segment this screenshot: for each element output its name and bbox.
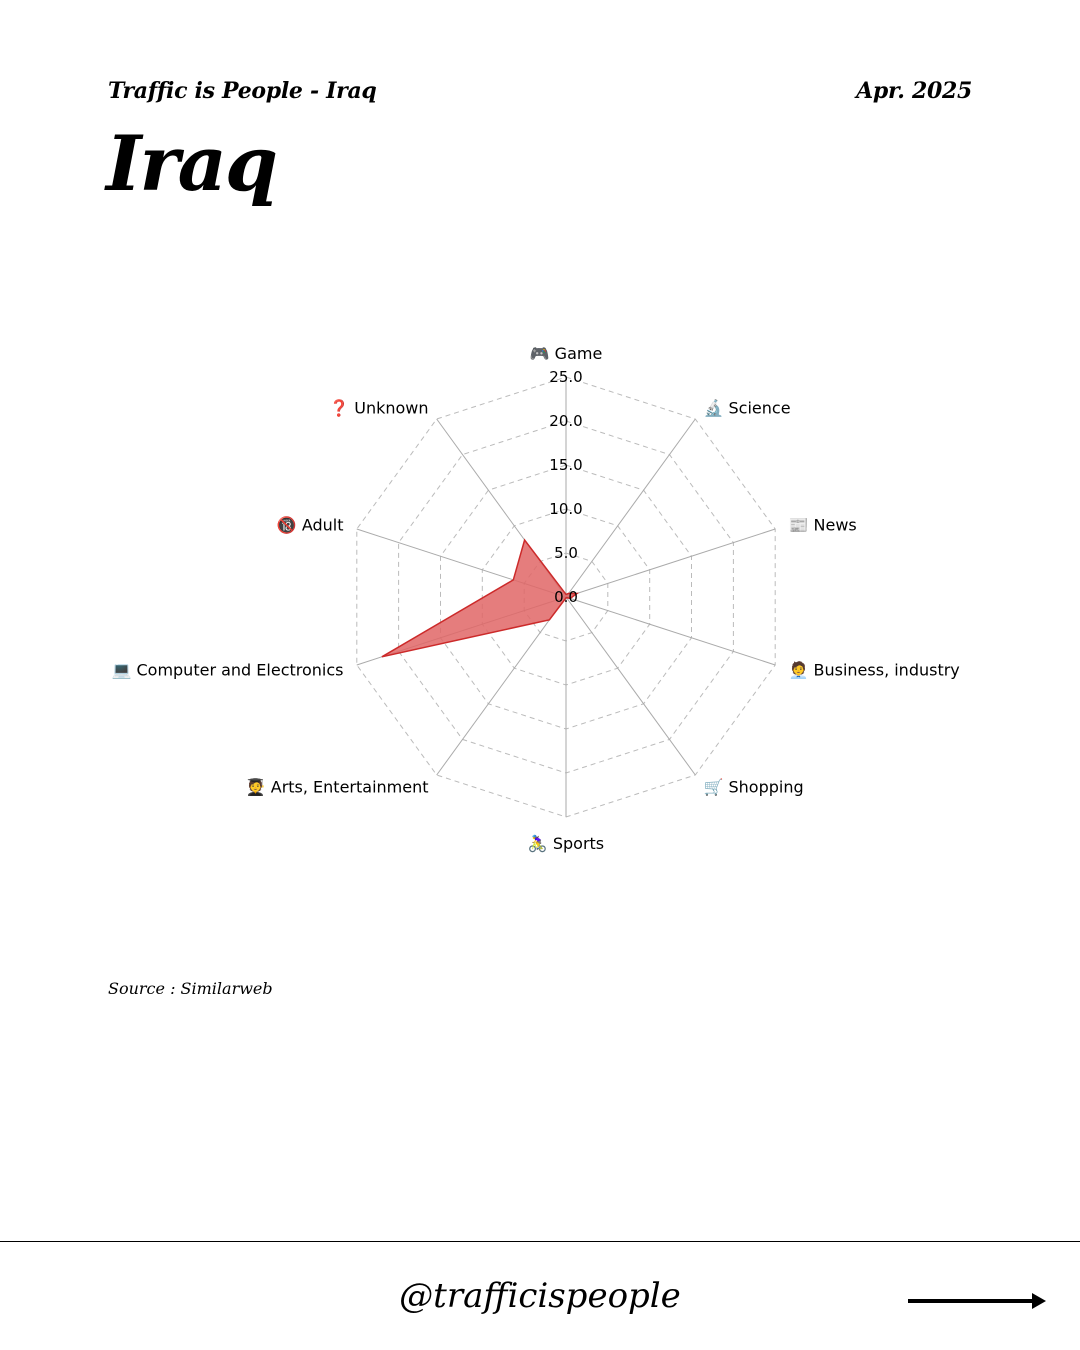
tick-label: 5.0 bbox=[554, 544, 578, 562]
tick-label: 10.0 bbox=[549, 500, 583, 518]
account-handle: @trafficispeople bbox=[399, 1276, 681, 1316]
source-note: Source : Similarweb bbox=[108, 979, 273, 998]
category-label: 🛒 Shopping bbox=[703, 777, 804, 797]
tick-label: 20.0 bbox=[549, 412, 583, 430]
category-label: 📰 News bbox=[788, 515, 857, 535]
category-label: 🎮 Game bbox=[529, 344, 603, 363]
axis-spoke bbox=[566, 419, 695, 597]
series-title: Traffic is People - Iraq bbox=[108, 78, 377, 104]
category-label: 🚴‍♀️ Sports bbox=[527, 834, 605, 853]
tick-label: 25.0 bbox=[549, 368, 583, 386]
category-label: 🔬 Science bbox=[703, 398, 791, 418]
tick-label: 0.0 bbox=[554, 588, 578, 606]
category-label: ❓ Unknown bbox=[329, 398, 429, 418]
date-label: Apr. 2025 bbox=[856, 78, 972, 104]
category-label: 🧑‍🎓 Arts, Entertainment bbox=[245, 777, 429, 797]
axis-spoke bbox=[566, 529, 775, 597]
category-label: 🧑‍💼 Business, industry bbox=[788, 660, 960, 680]
tick-label: 15.0 bbox=[549, 456, 583, 474]
arrow-right-icon[interactable] bbox=[908, 1290, 1048, 1312]
axis-spoke bbox=[566, 597, 775, 665]
data-area bbox=[382, 540, 577, 657]
category-label: 🔞 Adult bbox=[276, 515, 344, 535]
footer-divider bbox=[0, 1241, 1080, 1242]
axis-spoke bbox=[566, 597, 695, 775]
page-title: Iraq bbox=[106, 119, 276, 208]
category-label: 💻 Computer and Electronics bbox=[111, 660, 344, 680]
